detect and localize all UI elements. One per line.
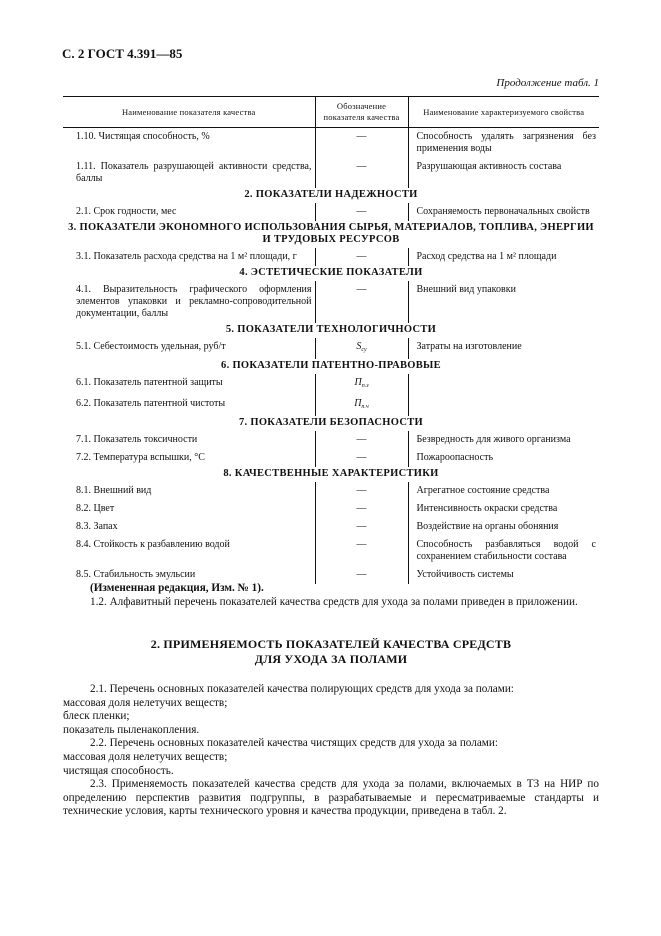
indicator-symbol-cell	[315, 536, 408, 566]
indicator-symbol: —	[356, 539, 367, 550]
property-cell: Внешний вид упаковки	[416, 284, 516, 295]
indicator-name: 8.2. Цвет	[76, 503, 115, 514]
indicator-name-cell	[63, 518, 315, 536]
indicator-symbol-cell	[315, 518, 408, 536]
section-2-body	[63, 683, 599, 819]
property-cell	[408, 374, 599, 395]
list-item: чистящая способность.	[63, 764, 174, 777]
indicator-symbol: П	[354, 398, 362, 409]
paragraph-2-2: 2.2. Перечень основных показателей качества чистящих средств для ухода за полами:	[90, 737, 498, 750]
list-item: массовая доля нелетучих веществ;	[63, 750, 228, 763]
indicator-name: 6.2. Показатель патентной чистоты	[76, 398, 226, 409]
indicator-name-cell	[63, 500, 315, 518]
list-item: блеск пленки;	[63, 710, 130, 723]
indicator-symbol: S	[356, 341, 362, 352]
indicator-name-cell	[63, 128, 315, 159]
section-heading-row	[63, 359, 599, 374]
indicator-name: 3.1. Показатель расхода средства на 1 м² площади, г	[76, 251, 297, 262]
indicator-name: 4.1. Выразительность графического оформления элементов упаковки и рекламно-сопроводительной документации, баллы	[76, 284, 312, 319]
quality-indicators-table	[63, 96, 599, 584]
table-row	[63, 395, 599, 416]
indicator-name-cell	[63, 431, 315, 449]
indicator-name: 1.11. Показатель разрушающей активности средства, баллы	[76, 161, 312, 184]
property-cell: Агрегатное состояние средства	[416, 485, 550, 496]
indicator-symbol: П	[354, 377, 362, 388]
indicator-symbol: —	[356, 131, 367, 142]
indicator-name: 7.1. Показатель токсичности	[76, 434, 198, 445]
indicator-symbol-cell	[315, 128, 408, 159]
indicator-symbol-cell	[315, 158, 408, 188]
indicator-symbol-cell	[315, 203, 408, 221]
indicator-symbol: —	[356, 206, 367, 217]
indicator-symbol: —	[356, 569, 367, 580]
indicator-name: 8.1. Внешний вид	[76, 485, 152, 496]
property-cell: Воздействие на органы обоняния	[416, 521, 559, 532]
indicator-name-cell	[63, 536, 315, 566]
section-heading: 5. ПОКАЗАТЕЛИ ТЕХНОЛОГИЧНОСТИ	[225, 324, 437, 335]
table-header-row	[63, 97, 599, 128]
indicator-symbol: —	[356, 284, 367, 295]
indicator-symbol-subscript: су	[361, 347, 367, 353]
indicator-name-cell	[63, 158, 315, 188]
section-heading: 6. ПОКАЗАТЕЛИ ПАТЕНТНО-ПРАВОВЫЕ	[221, 360, 441, 371]
table-row	[63, 518, 599, 536]
section-heading: 4. ЭСТЕТИЧЕСКИЕ ПОКАЗАТЕЛИ	[239, 267, 423, 278]
list-item: массовая доля нелетучих веществ;	[63, 696, 228, 709]
indicator-name: 6.1. Показатель патентной защиты	[76, 377, 223, 388]
indicator-symbol: —	[356, 521, 367, 532]
table-row	[63, 482, 599, 500]
indicator-name: 5.1. Себестоимость удельная, руб/т	[76, 341, 226, 352]
property-cell: Способность удалять загрязнения без применения воды	[416, 131, 596, 154]
indicator-name-cell	[63, 449, 315, 467]
paragraph-2-3: 2.3. Применяемость показателей качества средств для ухода за полами, включаемых в ТЗ на НИР по определению перспектив развития подгруппы, в разрабатываемые и пересматриваемые стандарты и технические условия, карты технического уровня и качества продукции, приведена в табл. 2.	[63, 778, 599, 818]
section-heading: 8. КАЧЕСТВЕННЫЕ ХАРАКТЕРИСТИКИ	[223, 468, 439, 479]
section-heading-row	[63, 323, 599, 338]
indicator-symbol-cell	[315, 431, 408, 449]
indicator-name-cell	[63, 482, 315, 500]
indicator-symbol-subscript: п.ч	[361, 404, 369, 410]
property-cell: Интенсивность окраски средства	[416, 503, 558, 514]
column-header-symbol: Обозначение показателя качества	[315, 97, 408, 128]
indicator-symbol-cell	[315, 449, 408, 467]
amendment-block	[63, 582, 599, 609]
amendment-note: (Измененная редакция, Изм. № 1).	[90, 582, 264, 594]
section-heading-row	[63, 188, 599, 203]
property-cell: Устойчивость системы	[416, 569, 514, 580]
indicator-name: 8.4. Стойкость к разбавлению водой	[76, 539, 230, 550]
indicator-name-cell	[63, 281, 315, 323]
table-row	[63, 248, 599, 266]
indicator-name: 8.3. Запах	[76, 521, 118, 532]
table-row	[63, 431, 599, 449]
table-row	[63, 536, 599, 566]
paragraph-1-2: 1.2. Алфавитный перечень показателей качества средств для ухода за полами приведен в приложении.	[90, 595, 578, 608]
property-cell: Затраты на изготовление	[416, 341, 522, 352]
indicator-symbol-cell	[315, 248, 408, 266]
table-row	[63, 500, 599, 518]
paragraph-2-1: 2.1. Перечень основных показателей качества полирующих средств для ухода за полами:	[90, 683, 514, 695]
section-2-title	[63, 637, 599, 667]
section-heading-row	[63, 467, 599, 482]
indicator-name: 2.1. Срок годности, мес	[76, 206, 177, 217]
indicator-name: 1.10. Чистящая способность, %	[76, 131, 210, 142]
table-row	[63, 338, 599, 359]
table-row	[63, 374, 599, 395]
indicator-symbol-cell	[315, 500, 408, 518]
property-cell: Пожароопасность	[416, 452, 494, 463]
indicator-symbol-cell	[315, 338, 408, 359]
section-heading: 2. ПОКАЗАТЕЛИ НАДЕЖНОСТИ	[244, 189, 418, 200]
property-cell: Способность разбавляться водой с сохранением стабильности состава	[416, 539, 596, 562]
section-2-title-line-2: ДЛЯ УХОДА ЗА ПОЛАМИ	[254, 652, 408, 666]
indicator-symbol: —	[356, 251, 367, 262]
section-heading-row	[63, 416, 599, 431]
indicator-symbol: —	[356, 485, 367, 496]
table-body	[63, 128, 599, 585]
table-row	[63, 158, 599, 188]
property-cell: Разрушающая активность состава	[416, 161, 562, 172]
section-heading: 3. ПОКАЗАТЕЛИ ЭКОНОМНОГО ИСПОЛЬЗОВАНИЯ СЫРЬЯ, МАТЕРИАЛОВ, ТОПЛИВА, ЭНЕРГИИ И ТРУДОВЫХ РЕСУРСОВ	[68, 222, 594, 245]
column-header-indicator-name: Наименование показателя качества	[63, 97, 315, 128]
section-2-title-line-1: 2. ПРИМЕНЯЕМОСТЬ ПОКАЗАТЕЛЕЙ КАЧЕСТВА СРЕДСТВ	[150, 637, 512, 651]
list-item: показатель пыленакопления.	[63, 723, 200, 736]
indicator-symbol-cell	[315, 281, 408, 323]
property-cell	[408, 395, 599, 416]
indicator-symbol: —	[356, 503, 367, 514]
indicator-name: 8.5. Стабильность эмульсии	[76, 569, 196, 580]
property-cell: Сохраняемость первоначальных свойств	[416, 206, 590, 217]
indicator-symbol-cell	[315, 395, 408, 416]
page-header: С. 2 ГОСТ 4.391—85	[62, 46, 183, 61]
indicator-name-cell	[63, 338, 315, 359]
table-continuation-label: Продолжение табл. 1	[496, 77, 599, 89]
indicator-symbol-cell	[315, 482, 408, 500]
indicator-name-cell	[63, 395, 315, 416]
indicator-name: 7.2. Температура вспышки, °С	[76, 452, 205, 463]
column-header-property: Наименование характеризуемого свойства	[408, 97, 599, 128]
section-heading-row	[63, 221, 599, 248]
section-heading-row	[63, 266, 599, 281]
indicator-name-cell	[63, 203, 315, 221]
table-row	[63, 449, 599, 467]
table-row	[63, 281, 599, 323]
section-heading: 7. ПОКАЗАТЕЛИ БЕЗОПАСНОСТИ	[238, 417, 424, 428]
indicator-name-cell	[63, 374, 315, 395]
property-cell: Расход средства на 1 м² площади	[416, 251, 557, 262]
indicator-name-cell	[63, 248, 315, 266]
indicator-symbol-subscript: п.з	[361, 383, 369, 389]
table-row	[63, 128, 599, 159]
indicator-symbol: —	[356, 452, 367, 463]
table-row	[63, 203, 599, 221]
indicator-symbol-cell	[315, 374, 408, 395]
property-cell: Безвредность для живого организма	[416, 434, 571, 445]
indicator-symbol: —	[356, 161, 367, 172]
indicator-symbol: —	[356, 434, 367, 445]
